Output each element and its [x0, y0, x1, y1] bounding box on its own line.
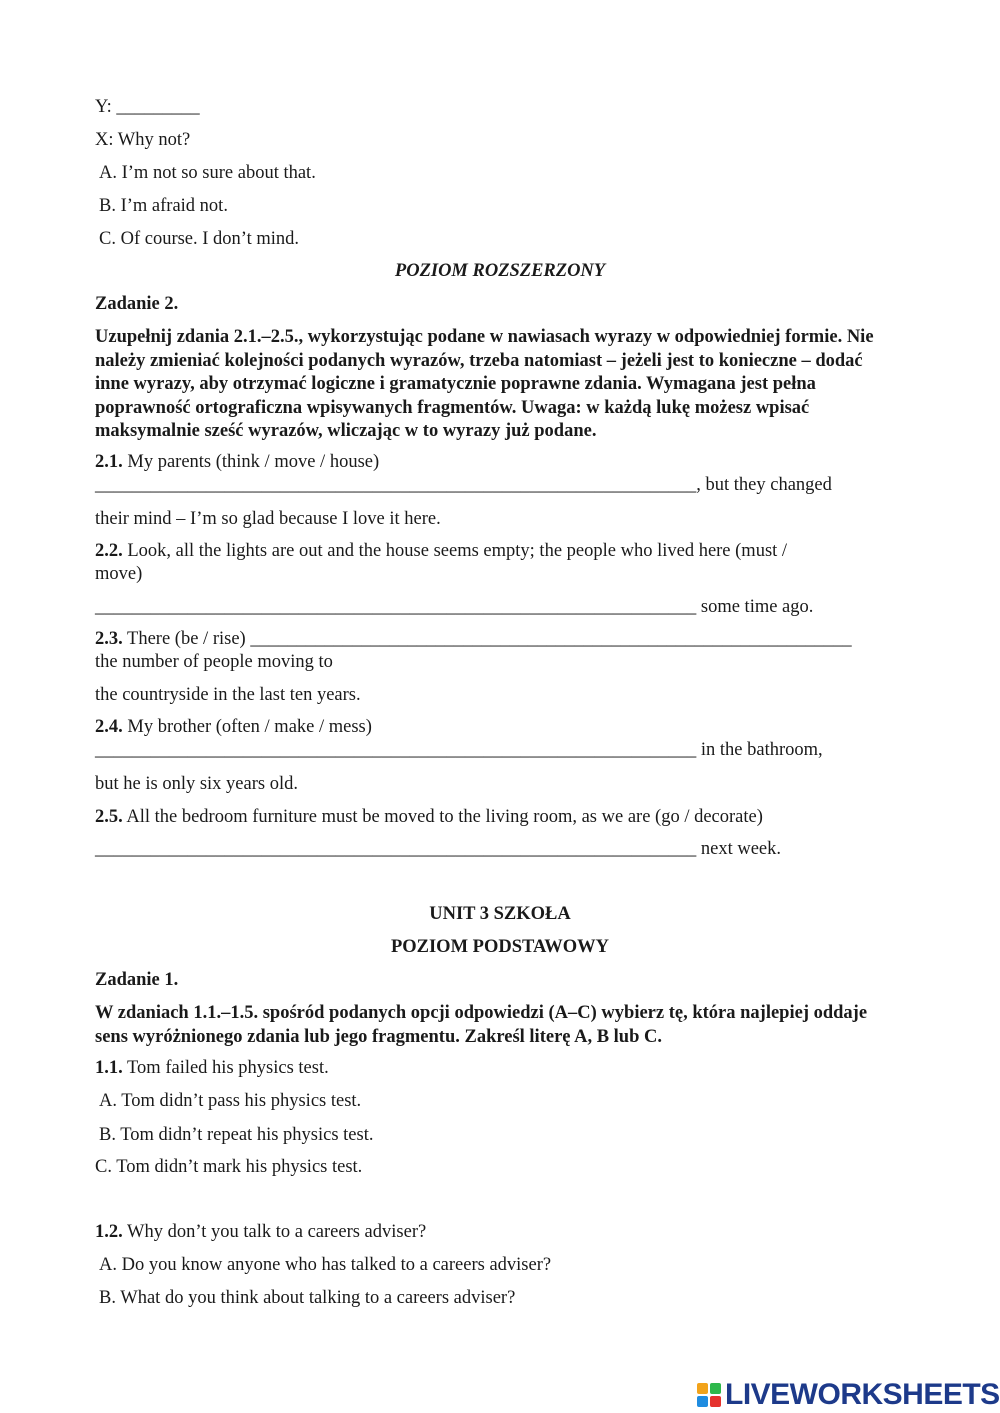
item-number: 2.4.: [95, 717, 123, 737]
task-title-2: Zadanie 2.: [95, 294, 179, 314]
item-text: Look, all the lights are out and the house seems empty; the people who lived here (must /: [127, 541, 788, 561]
logo-square-2: [710, 1383, 721, 1394]
option-a[interactable]: A. I’m not so sure about that.: [99, 163, 316, 183]
item-text-after: in the bathroom,: [696, 740, 823, 760]
q1-option-c[interactable]: C. Tom didn’t mark his physics test.: [95, 1157, 363, 1177]
logo-square-3: [697, 1396, 708, 1407]
level-heading: POZIOM PODSTAWOWY: [390, 937, 610, 957]
question-1-1: [95, 1057, 329, 1080]
item-2-4-answer-line: [95, 739, 823, 762]
item-2-4: [95, 716, 372, 739]
item-2-2-text-cont: move): [95, 564, 143, 584]
question-text: Tom failed his physics test.: [127, 1058, 329, 1078]
task-2-instruction: Uzupełnij zdania 2.1.–2.5., wykorzystując podane w nawiasach wyrazy w odpowiedniej formie. Nie należy zmieniać kolejności podanych wyrazów, trzeba natomiast – jeżeli jest to konieczne – dodać inne wyrazy, aby otrzymać logiczne i gramatycznie poprawne zdania. Wymagana jest pełna poprawność ortograficzna wpisywanych fragmentów. Uwaga: w każdą lukę możesz wpisać maksymalnie sześć wyrazów, wliczając w to wyrazy już podane.: [95, 327, 874, 441]
item-2-4-continuation: but he is only six years old.: [95, 774, 298, 794]
answer-blank[interactable]: _________________________________________________________________: [250, 629, 852, 649]
dialogue-line-y: Y: _________: [95, 97, 200, 117]
liveworksheets-logo[interactable]: [697, 1378, 1000, 1412]
question-number: 1.2.: [95, 1222, 123, 1242]
task-1-instruction: W zdaniach 1.1.–1.5. spośród podanych opcji odpowiedzi (A–C) wybierz tę, która najlepiej oddaje sens wyróżnionego zdania lub jego fragmentu. Zakreśl literę A, B lub C.: [95, 1003, 868, 1047]
q2-option-b[interactable]: B. What do you think about talking to a careers adviser?: [99, 1288, 516, 1308]
item-text: My brother (often / make / mess): [127, 717, 372, 737]
item-number: 2.3.: [95, 629, 123, 649]
option-b[interactable]: B. I’m afraid not.: [99, 196, 228, 216]
logo-icon: [697, 1383, 721, 1407]
item-2-1: [95, 451, 379, 474]
answer-blank[interactable]: _________________________________________________________________: [95, 597, 697, 617]
q2-option-a[interactable]: A. Do you know anyone who has talked to a careers adviser?: [99, 1255, 552, 1275]
item-text-after: , but they changed: [696, 475, 832, 495]
q1-option-b[interactable]: B. Tom didn’t repeat his physics test.: [99, 1125, 374, 1145]
logo-text: LIVEWORKSHEETS: [725, 1378, 1000, 1411]
item-text: All the bedroom furniture must be moved to the living room, as we are (go / decorate): [126, 807, 763, 827]
answer-blank[interactable]: _________________________________________________________________: [95, 740, 697, 760]
item-2-3-continuation: the number of people moving to: [95, 652, 333, 672]
item-number: 2.5.: [95, 807, 123, 827]
unit-heading: UNIT 3 SZKOŁA: [429, 904, 571, 924]
item-text: There (be / rise): [127, 629, 246, 649]
item-text-after: next week.: [696, 839, 782, 859]
item-2-2: [95, 540, 787, 563]
item-2-3-continuation-2: the countryside in the last ten years.: [95, 685, 361, 705]
dialogue-line-x: X: Why not?: [95, 130, 191, 150]
section-heading-extended: POZIOM ROZSZERZONY: [394, 261, 606, 281]
item-number: 2.2.: [95, 541, 123, 561]
item-2-1-answer-line: [95, 474, 832, 497]
item-2-3: [95, 628, 852, 651]
q1-option-a[interactable]: A. Tom didn’t pass his physics test.: [99, 1091, 362, 1111]
item-text-after: some time ago.: [696, 597, 814, 617]
item-2-5: [95, 806, 763, 829]
logo-square-4: [710, 1396, 721, 1407]
item-2-1-continuation: their mind – I’m so glad because I love it here.: [95, 509, 441, 529]
option-c[interactable]: C. Of course. I don’t mind.: [99, 229, 300, 249]
answer-blank[interactable]: _________________________________________________________________: [95, 839, 697, 859]
question-1-2: [95, 1221, 426, 1244]
question-text: Why don’t you talk to a careers adviser?: [127, 1222, 427, 1242]
logo-square-1: [697, 1383, 708, 1394]
item-text: My parents (think / move / house): [127, 452, 380, 472]
answer-blank[interactable]: _________________________________________________________________: [95, 475, 697, 495]
item-number: 2.1.: [95, 452, 123, 472]
question-number: 1.1.: [95, 1058, 123, 1078]
item-2-5-answer-line: [95, 838, 781, 861]
task-title-1: Zadanie 1.: [95, 970, 179, 990]
item-2-2-answer-line: [95, 596, 813, 619]
